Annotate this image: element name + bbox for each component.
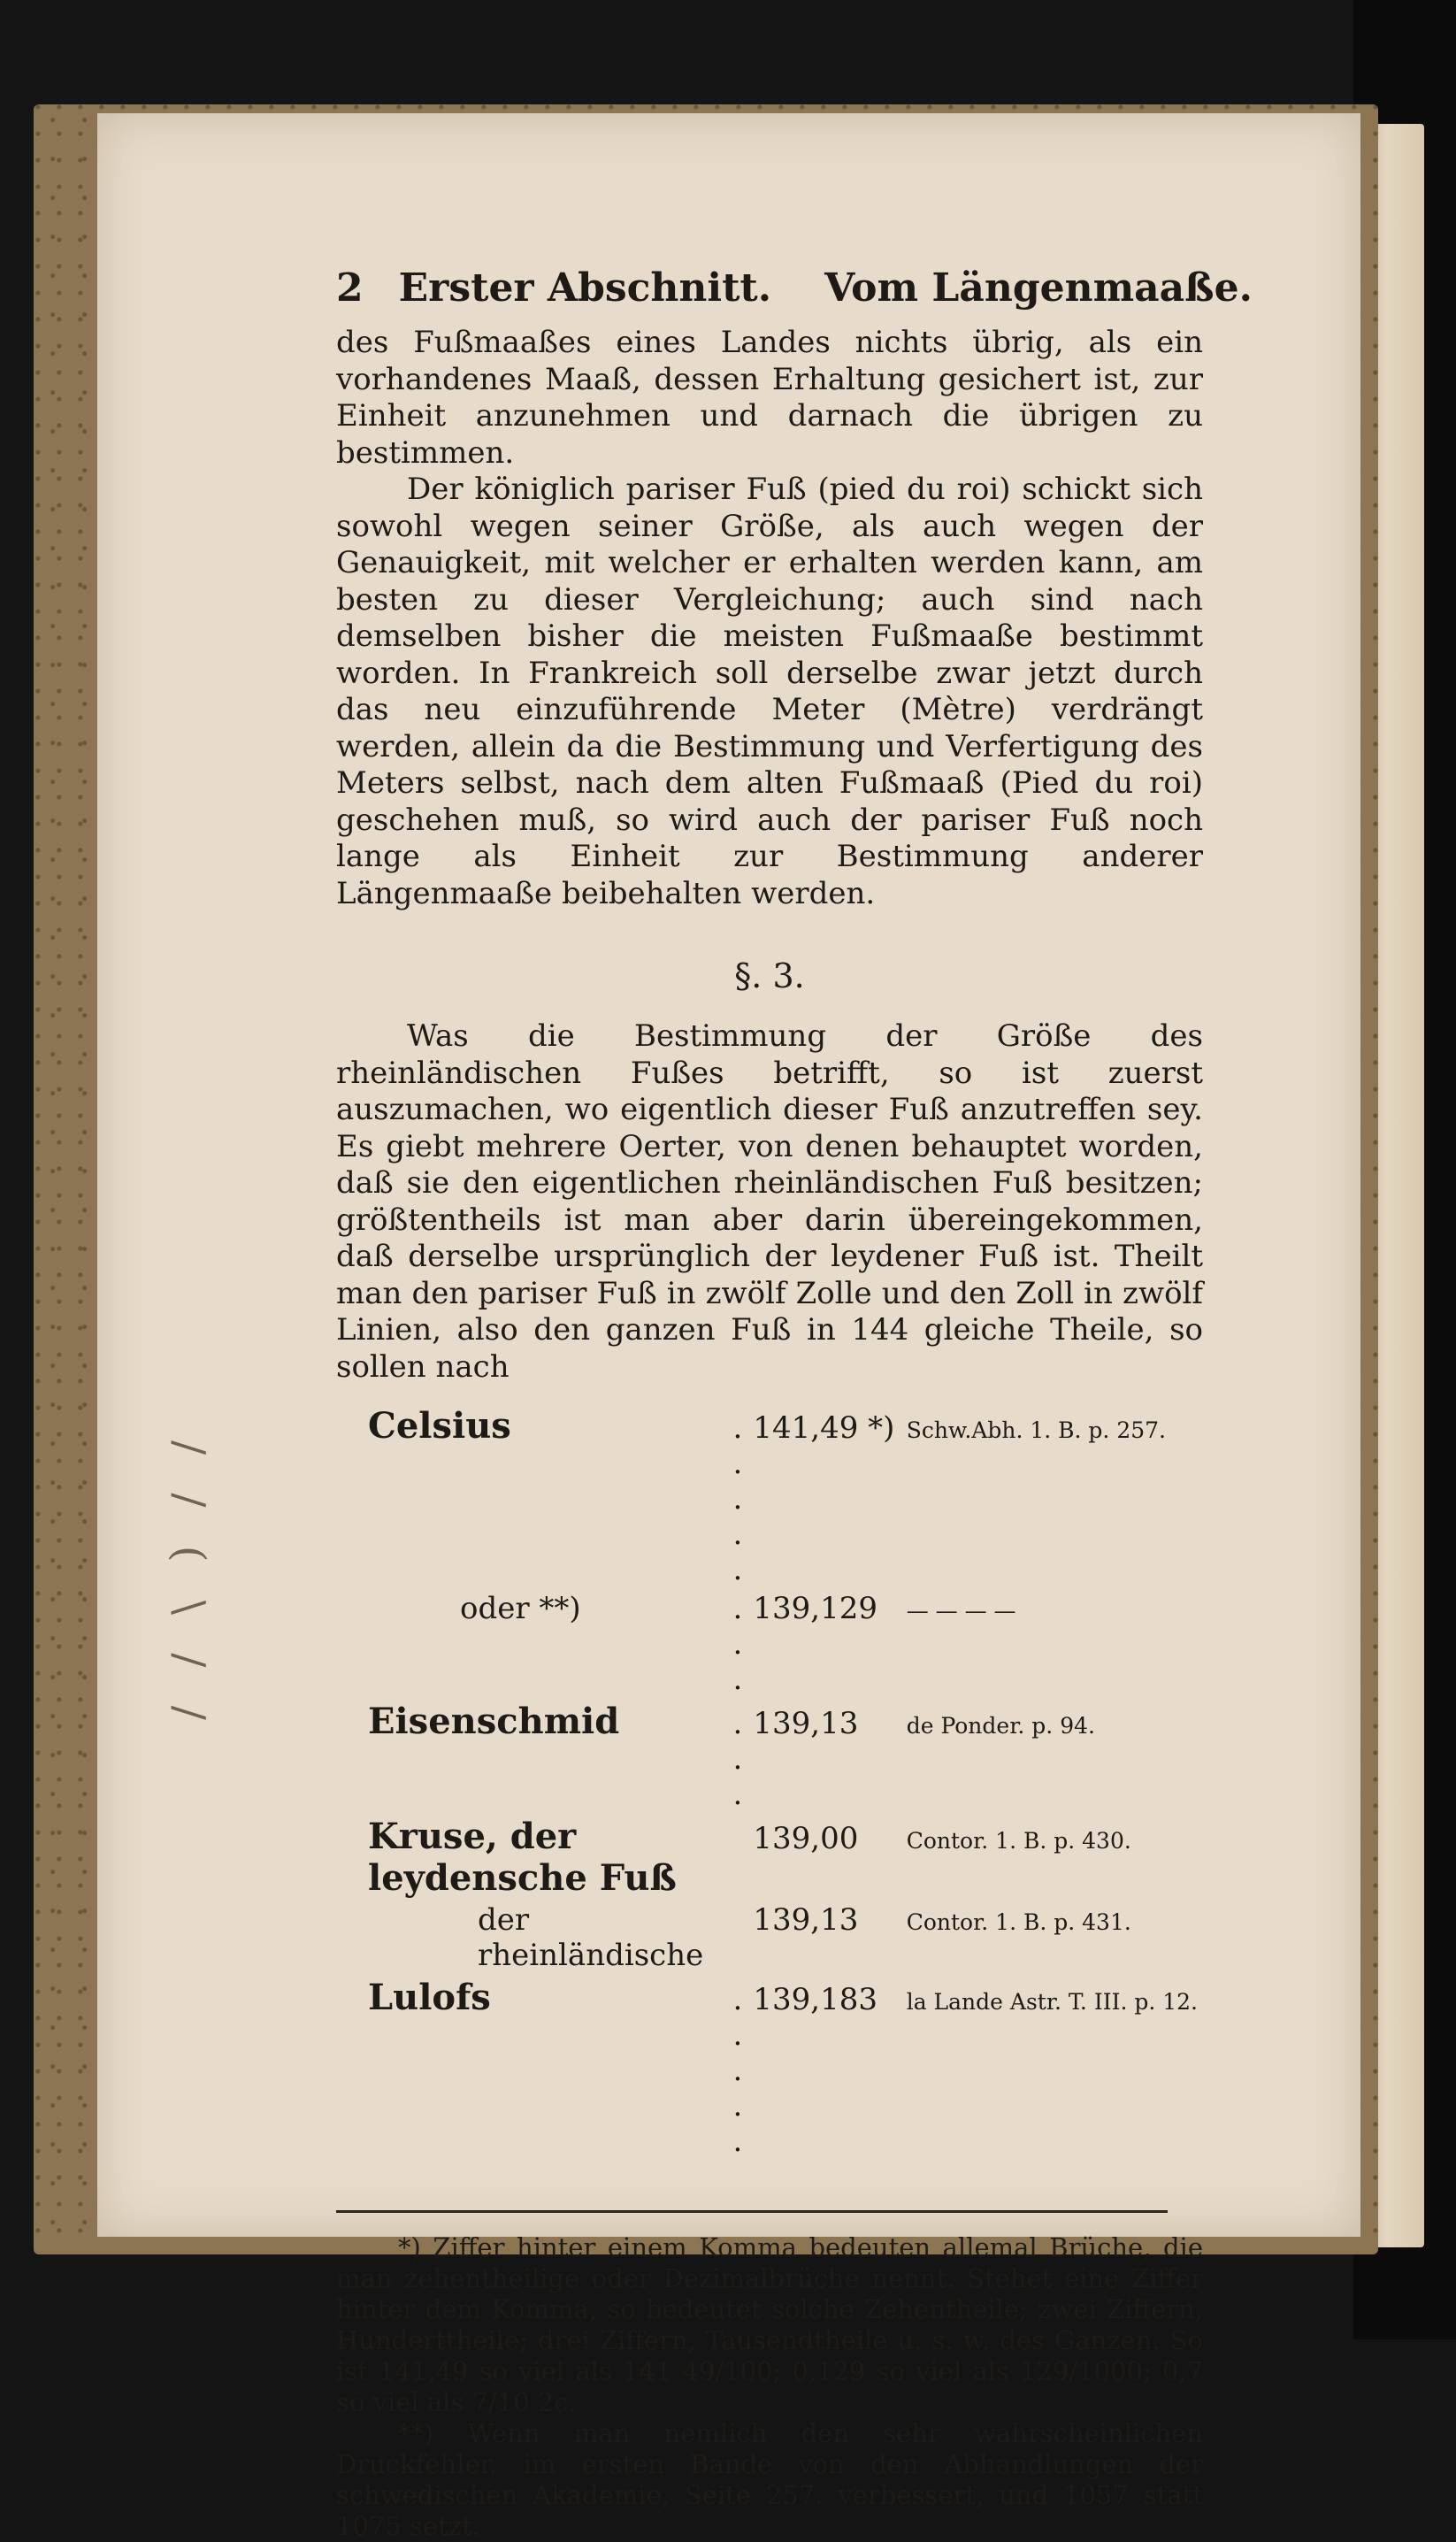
value-name: Celsius	[368, 1405, 511, 1447]
pencil-marginalia: / / ( \ / /	[165, 1440, 214, 1732]
leader-dots: . . .	[732, 1591, 743, 1697]
source-reference: de Ponder. p. 94.	[906, 1713, 1095, 1739]
value-name: Kruse, der leydensche Fuß	[368, 1816, 677, 1899]
source-reference: — — — —	[906, 1598, 1016, 1624]
leader-dots	[728, 1814, 748, 1901]
value-name: oder **)	[460, 1591, 581, 1626]
footnotes	[336, 2232, 1203, 2542]
table-row	[363, 1589, 1203, 1699]
table-row	[363, 1403, 1203, 1589]
leader-dots: . . . . .	[732, 1982, 743, 2159]
page-content	[336, 265, 1253, 2542]
measure-value: 139,13	[753, 1902, 859, 1938]
source-reference: Schw.Abh. 1. B. p. 257.	[906, 1417, 1166, 1443]
chapter-title: Vom Längenmaaße.	[824, 265, 1253, 311]
footnote-1: *) Ziffer hinter einem Komma bedeuten allemal Brüche, die man zehentheilige oder Dezimalbrüche nennt. Stehet eine Ziffer hinter dem Komma, so bedeutet solche Zehentheile; zwei Ziffern, Hunderttheile; drei Ziffern, Tausendtheile u. s. w. des Ganzen. So ist 141,49 so viel als 141 49/100; 0,129 so viel als 129/1000; 0,7 so viel als 7/10 2c.	[336, 2232, 1203, 2417]
value-name: Eisenschmid	[368, 1701, 620, 1742]
value-name: Lulofs	[368, 1977, 491, 2018]
source-reference: Contor. 1. B. p. 430.	[906, 1828, 1131, 1854]
measure-value: 139,00	[753, 1821, 859, 1856]
values-table	[363, 1403, 1203, 2161]
paragraph-1: des Fußmaaßes eines Landes nichts übrig, als ein vorhandenes Maaß, dessen Erhaltung gesichert ist, zur Einheit anzunehmen und darnach die übrigen zu bestimmen.	[336, 325, 1203, 471]
section-title: Erster Abschnitt.	[398, 265, 772, 311]
section-heading: §. 3.	[734, 956, 805, 995]
table-row	[363, 1814, 1203, 1901]
measure-value: 141,49 *)	[753, 1410, 895, 1446]
measure-value: 139,183	[753, 1982, 877, 2017]
page-number: 2	[336, 265, 364, 311]
leader-dots: . . . . .	[732, 1410, 743, 1587]
measure-value: 139,13	[753, 1706, 859, 1741]
measure-value: 139,129	[753, 1591, 877, 1626]
table-row	[363, 1975, 1203, 2161]
value-name: der rheinländische	[478, 1902, 704, 1973]
body-text	[336, 325, 1203, 1386]
source-reference: la Lande Astr. T. III. p. 12.	[906, 1989, 1198, 2015]
running-header	[336, 265, 1253, 311]
leader-dots	[728, 1901, 748, 1975]
footnote-2: **) Wenn man nemlich den sehr wahrscheinlichen Druckfehler, im ersten Bande von den Abhandlungen der schwedischen Akademie, Seite 257. verbessert, und 1057 statt 1075 setzt.	[336, 2418, 1203, 2541]
source-reference: Contor. 1. B. p. 431.	[906, 1909, 1131, 1935]
leader-dots: . . .	[732, 1706, 743, 1812]
paragraph-3: Was die Bestimmung der Größe des rheinländischen Fußes betrifft, so ist zuerst auszumachen, wo eigentlich dieser Fuß anzutreffen sey. Es giebt mehrere Oerter, von denen behauptet worden, daß sie den eigentlichen rheinländischen Fuß besitzen; größtentheils ist man aber darin übereingekommen, daß derselbe ursprünglich der leydener Fuß ist. Theilt man den pariser Fuß in zwölf Zolle und den Zoll in zwölf Linien, also den ganzen Fuß in 144 gleiche Theile, so sollen nach	[336, 1018, 1203, 1385]
table-row	[363, 1901, 1203, 1975]
table-row	[363, 1699, 1203, 1814]
footnote-rule	[336, 2210, 1168, 2213]
paragraph-2: Der königlich pariser Fuß (pied du roi) schickt sich sowohl wegen seiner Größe, als auch wegen der Genauigkeit, mit welcher er erhalten werden kann, am besten zu dieser Vergleichung; auch sind nach demselben bisher die meisten Fußmaaße bestimmt worden. In Frankreich soll derselbe zwar jetzt durch das neu einzuführende Meter (Mètre) verdrängt werden, allein da die Bestimmung und Verfertigung des Meters selbst, nach dem alten Fußmaaß (Pied du roi) geschehen muß, so wird auch der pariser Fuß noch lange als Einheit zur Bestimmung anderer Längenmaaße beibehalten werden.	[336, 472, 1203, 911]
